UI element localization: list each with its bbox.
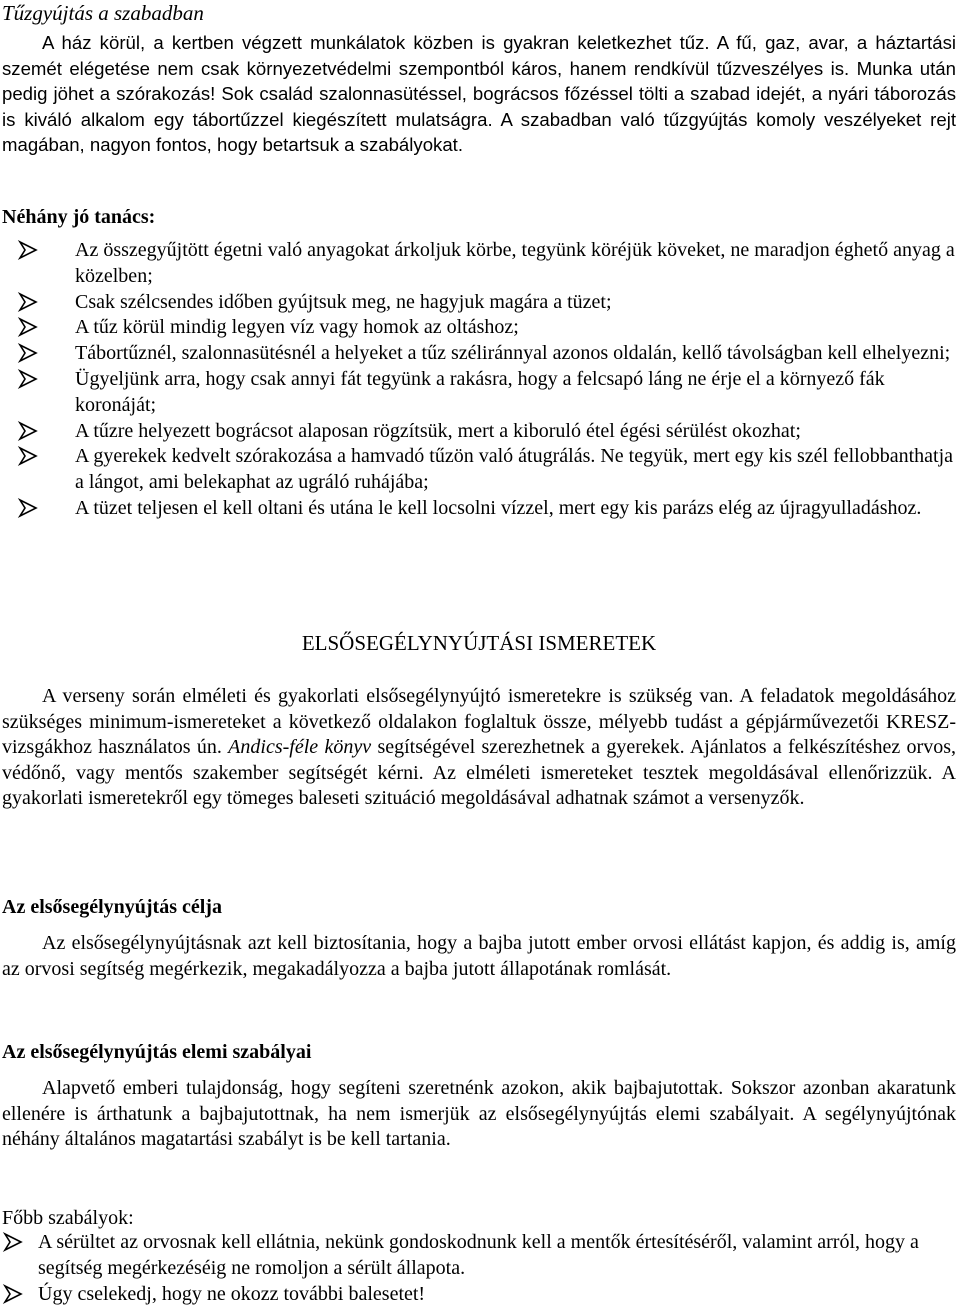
intro-paragraph-first-aid: A verseny során elméleti és gyakorlati elsősegélynyújtó ismeretekre is szükség van. A feladatok megoldásához szükséges minimum-ismereteket a következő oldalakon foglaltuk össze, mélyebb tudást a gépjárművezetői KRESZ-vizsgákhoz használatos ún. Andics-féle könyv segítségével szerezhetnek a gyerekek. Ajánlatos a felkészítéshez orvos, védőnő, vagy mentős szakember segítségét kérni. Az elméleti ismereteket tesztek megoldásával ellenőrizzük. A gyakorlati ismeretekről egy tömeges baleseti szituáció megoldásával adhatnak számot a versenyzők. xyxy=(2,685,956,809)
list-item: A tűz körül mindig legyen víz vagy homok az oltáshoz; xyxy=(75,315,955,341)
list-item: Úgy cselekedj, hogy ne okozz további balesetet! xyxy=(38,1282,956,1308)
rules-list xyxy=(38,1230,956,1307)
tips-list xyxy=(75,238,955,522)
arrowhead-bullet-icon xyxy=(17,420,39,442)
list-item: A tűzre helyezett bográcsot alaposan rögzítsük, mert a kiboruló étel égési sérülést okozhat; xyxy=(75,419,955,445)
paragraph-first-aid-goal: Az elsősegélynyújtásnak azt kell biztosítania, hogy a bajba jutott ember orvosi ellátást kapjon, és addig is, amíg az orvosi segítség megérkezik, megakadályozza a bajba jutott állapotának romlását. xyxy=(2,932,956,980)
list-item: Ügyeljünk arra, hogy csak annyi fát tegyünk a rakásra, hogy a felcsapó láng ne érje el a környező fák koronáját; xyxy=(75,367,955,419)
main-rules-heading: Főbb szabályok: xyxy=(2,1207,134,1229)
arrowhead-bullet-icon xyxy=(17,497,39,519)
arrowhead-bullet-icon xyxy=(17,239,39,261)
section-title-first-aid: ELSŐSEGÉLYNYÚJTÁSI ISMERETEK xyxy=(301,631,657,655)
paragraph-first-aid-rules: Alapvető emberi tulajdonság, hogy segíteni szeretnénk azokon, akik bajbajutottak. Sokszor azonban akaratunk ellenére is árthatunk a bajbajutottnak, ha nem ismerjük az elsősegélynyújtás elemi szabályait. A segélynyújtónak néhány általános magatartási szabályt is be kell tartania. xyxy=(2,1077,956,1150)
intro-paragraph-fire: A ház körül, a kertben végzett munkálatok közben is gyakran keletkezhet tűz. A fű, gaz, avar, a háztartási szemét elégetése nem csak környezetvédelmi szempontból káros, hanem rendkívül tűzveszélyes is. Munka után pedig jöhet a szórakozás! Sok család szalonnasütéssel, bográcsos főzéssel tölti a szabad idejét, a nyári táborozás is kiváló alkalom egy tábortűzzel kiegészített mulatságra. A szabadban való tűzgyújtás komoly veszélyeket rejt magában, nagyon fontos, hogy betartsuk a szabályokat. xyxy=(2,32,956,155)
list-item: Az összegyűjtött égetni való anyagokat árkoljuk körbe, tegyünk köréjük köveket, ne maradjon éghető anyag a közelben; xyxy=(75,238,955,290)
arrowhead-bullet-icon xyxy=(17,342,39,364)
heading-first-aid-goal: Az elsősegélynyújtás célja xyxy=(2,896,222,918)
arrowhead-bullet-icon xyxy=(17,368,39,390)
section-title-fire: Tűzgyújtás a szabadban xyxy=(2,1,204,25)
book-title: Andics-féle könyv xyxy=(228,736,372,758)
arrowhead-bullet-icon xyxy=(17,291,39,313)
list-item: Tábortűznél, szalonnasütésnél a helyeket a tűz széliránnyal azonos oldalán, kellő távolságban kell elhelyezni; xyxy=(75,341,955,367)
list-item: A sérültet az orvosnak kell ellátnia, nekünk gondoskodnunk kell a mentők értesítéséről, valamint arról, hogy a segítség megérkezéséig ne romoljon a sérült állapota. xyxy=(38,1230,956,1282)
tips-heading: Néhány jó tanács: xyxy=(2,206,156,228)
arrowhead-bullet-icon xyxy=(2,1283,24,1305)
list-item: A gyerekek kedvelt szórakozása a hamvadó tűzön való átugrálás. Ne tegyük, mert egy kis szél fellobbanthatja a lángot, ami belekaphat az ugráló ruhájába; xyxy=(75,444,955,496)
arrowhead-bullet-icon xyxy=(17,316,39,338)
list-item: A tüzet teljesen el kell oltani és utána le kell locsolni vízzel, mert egy kis parázs elég az újragyulladáshoz. xyxy=(75,496,955,522)
arrowhead-bullet-icon xyxy=(17,445,39,467)
heading-first-aid-rules: Az elsősegélynyújtás elemi szabályai xyxy=(2,1041,312,1063)
list-item: Csak szélcsendes időben gyújtsuk meg, ne hagyjuk magára a tüzet; xyxy=(75,290,955,316)
arrowhead-bullet-icon xyxy=(2,1231,24,1253)
